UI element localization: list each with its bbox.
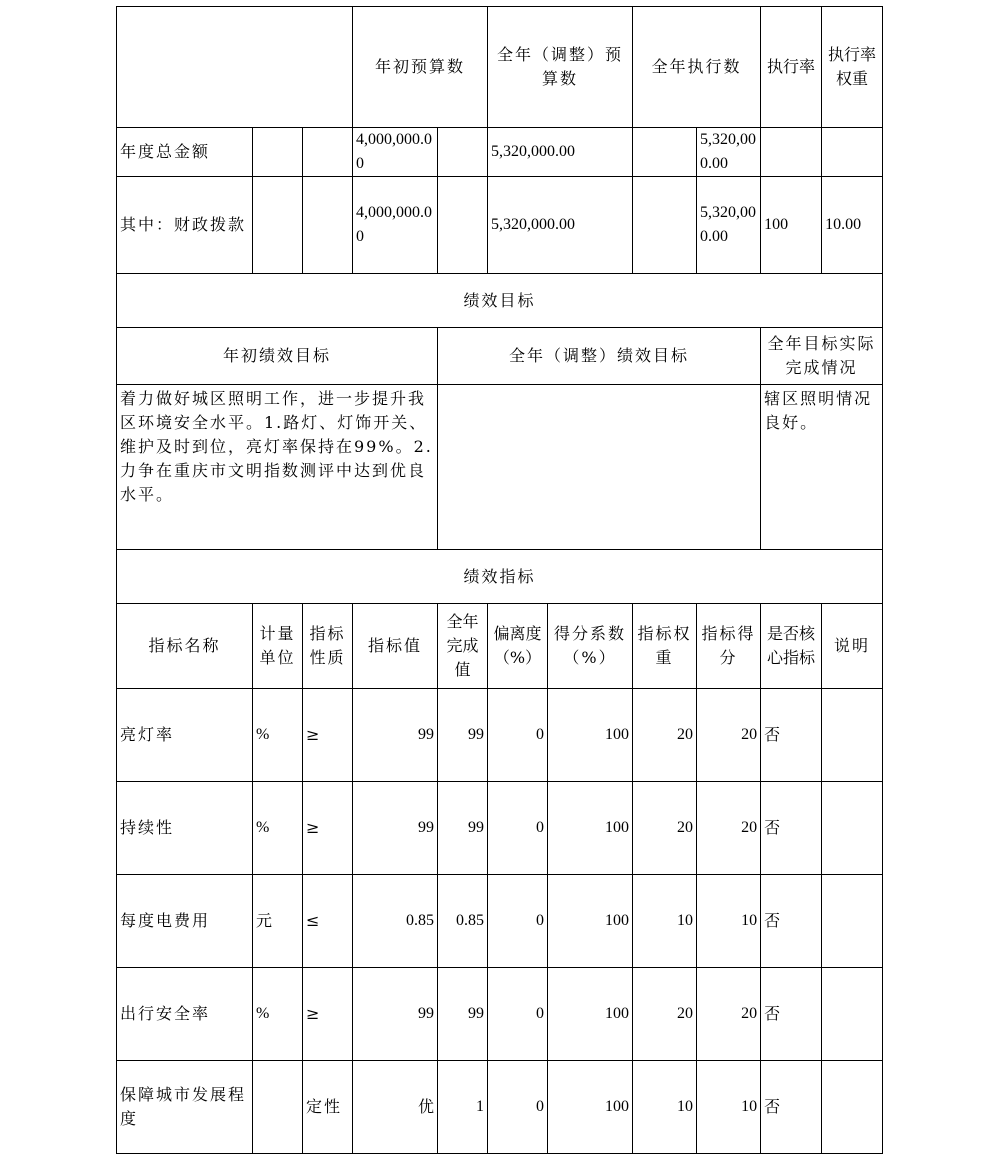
- indicator-nature: ≥: [303, 968, 353, 1061]
- empty-cell: [633, 177, 697, 274]
- budget-row: [117, 128, 883, 177]
- indicator-core: 否: [761, 968, 822, 1061]
- performance-table: [116, 6, 883, 1154]
- goals-initial-text: 着力做好城区照明工作，进一步提升我区环境安全水平。1.路灯、灯饰开关、维护及时到位，亮灯率保持在99%。2.力争在重庆市文明指数测评中达到优良水平。: [117, 385, 438, 550]
- indicator-value: 99: [353, 968, 438, 1061]
- budget-adjusted-value: 5,320,000.00: [488, 177, 633, 274]
- indicator-unit: %: [253, 689, 303, 782]
- indicator-note: [822, 782, 883, 875]
- goals-actual-header: 全年目标实际完成情况: [761, 328, 883, 385]
- budget-initial-value: 4,000,000.00: [353, 128, 438, 177]
- indicator-note: [822, 1061, 883, 1154]
- budget-header-row: [117, 7, 883, 128]
- indicator-score-header: 指标得分: [697, 604, 761, 689]
- budget-corner-cell: [117, 7, 353, 128]
- indicator-row: [117, 1061, 883, 1154]
- indicator-value: 99: [353, 782, 438, 875]
- indicator-name: 持续性: [117, 782, 253, 875]
- indicators-section-row: [117, 550, 883, 604]
- indicator-value-header: 指标值: [353, 604, 438, 689]
- indicator-weight: 20: [633, 689, 697, 782]
- indicator-unit-header: 计量单位: [253, 604, 303, 689]
- budget-weight-value: [822, 128, 883, 177]
- indicator-row: [117, 875, 883, 968]
- indicator-weight-header: 指标权重: [633, 604, 697, 689]
- indicator-deviation-header: 偏离度（%）: [488, 604, 548, 689]
- indicator-core: 否: [761, 875, 822, 968]
- indicator-name: 亮灯率: [117, 689, 253, 782]
- indicator-note: [822, 875, 883, 968]
- indicator-coef: 100: [548, 968, 633, 1061]
- indicator-unit: %: [253, 782, 303, 875]
- budget-adjusted-value: 5,320,000.00: [488, 128, 633, 177]
- indicator-completed: 1: [438, 1061, 488, 1154]
- budget-weight-value: 10.00: [822, 177, 883, 274]
- empty-cell: [303, 128, 353, 177]
- indicator-unit: %: [253, 968, 303, 1061]
- budget-rate-value: 100: [761, 177, 822, 274]
- indicator-coef: 100: [548, 689, 633, 782]
- budget-initial-header: 年初预算数: [353, 7, 488, 128]
- indicator-core-header: 是否核心指标: [761, 604, 822, 689]
- indicator-score: 20: [697, 782, 761, 875]
- empty-cell: [253, 128, 303, 177]
- budget-rate-header: 执行率: [761, 7, 822, 128]
- indicator-deviation: 0: [488, 782, 548, 875]
- indicator-value: 优: [353, 1061, 438, 1154]
- indicator-row: [117, 968, 883, 1061]
- indicator-score: 10: [697, 875, 761, 968]
- empty-cell: [303, 177, 353, 274]
- indicator-row: [117, 782, 883, 875]
- goals-section-row: [117, 274, 883, 328]
- indicators-header-row: [117, 604, 883, 689]
- indicator-nature: 定性: [303, 1061, 353, 1154]
- indicator-value: 0.85: [353, 875, 438, 968]
- indicator-coef: 100: [548, 1061, 633, 1154]
- indicator-completed: 99: [438, 782, 488, 875]
- indicator-deviation: 0: [488, 875, 548, 968]
- indicator-core: 否: [761, 782, 822, 875]
- goals-content-row: [117, 385, 883, 550]
- indicators-section-title: 绩效指标: [117, 550, 883, 604]
- indicator-completed: 0.85: [438, 875, 488, 968]
- indicator-score: 20: [697, 968, 761, 1061]
- indicator-value: 99: [353, 689, 438, 782]
- indicator-score: 10: [697, 1061, 761, 1154]
- budget-weight-header: 执行率权重: [822, 7, 883, 128]
- indicator-completed: 99: [438, 968, 488, 1061]
- indicator-unit: 元: [253, 875, 303, 968]
- indicator-weight: 10: [633, 1061, 697, 1154]
- budget-executed-value: 5,320,000.00: [697, 128, 761, 177]
- indicator-name: 每度电费用: [117, 875, 253, 968]
- budget-rate-value: [761, 128, 822, 177]
- budget-row: [117, 177, 883, 274]
- goals-section-title: 绩效目标: [117, 274, 883, 328]
- indicator-unit: [253, 1061, 303, 1154]
- goals-initial-header: 年初绩效目标: [117, 328, 438, 385]
- indicator-completed: 99: [438, 689, 488, 782]
- empty-cell: [253, 177, 303, 274]
- budget-row-label: 其中：财政拨款: [117, 177, 253, 274]
- indicator-nature: ≥: [303, 689, 353, 782]
- budget-row-label: 年度总金额: [117, 128, 253, 177]
- goals-adjusted-header: 全年（调整）绩效目标: [438, 328, 761, 385]
- budget-executed-header: 全年执行数: [633, 7, 761, 128]
- goals-header-row: [117, 328, 883, 385]
- indicator-coef: 100: [548, 782, 633, 875]
- indicator-coef: 100: [548, 875, 633, 968]
- indicator-weight: 10: [633, 875, 697, 968]
- indicator-deviation: 0: [488, 689, 548, 782]
- indicator-deviation: 0: [488, 968, 548, 1061]
- budget-initial-value: 4,000,000.00: [353, 177, 438, 274]
- indicator-nature: ≥: [303, 782, 353, 875]
- indicator-core: 否: [761, 689, 822, 782]
- empty-cell: [438, 177, 488, 274]
- indicator-deviation: 0: [488, 1061, 548, 1154]
- indicator-weight: 20: [633, 782, 697, 875]
- indicator-weight: 20: [633, 968, 697, 1061]
- indicator-name: 出行安全率: [117, 968, 253, 1061]
- empty-cell: [438, 128, 488, 177]
- indicator-note-header: 说明: [822, 604, 883, 689]
- indicator-name-header: 指标名称: [117, 604, 253, 689]
- goals-actual-text: 辖区照明情况良好。: [761, 385, 883, 550]
- indicator-row: [117, 689, 883, 782]
- indicator-nature: ≤: [303, 875, 353, 968]
- budget-executed-value: 5,320,000.00: [697, 177, 761, 274]
- indicator-nature-header: 指标性质: [303, 604, 353, 689]
- budget-adjusted-header: 全年（调整）预算数: [488, 7, 633, 128]
- indicator-core: 否: [761, 1061, 822, 1154]
- indicator-coef-header: 得分系数（%）: [548, 604, 633, 689]
- goals-adjusted-text: [438, 385, 761, 550]
- indicator-completed-header: 全年完成值: [438, 604, 488, 689]
- indicator-note: [822, 689, 883, 782]
- indicator-note: [822, 968, 883, 1061]
- indicator-score: 20: [697, 689, 761, 782]
- empty-cell: [633, 128, 697, 177]
- indicator-name: 保障城市发展程度: [117, 1061, 253, 1154]
